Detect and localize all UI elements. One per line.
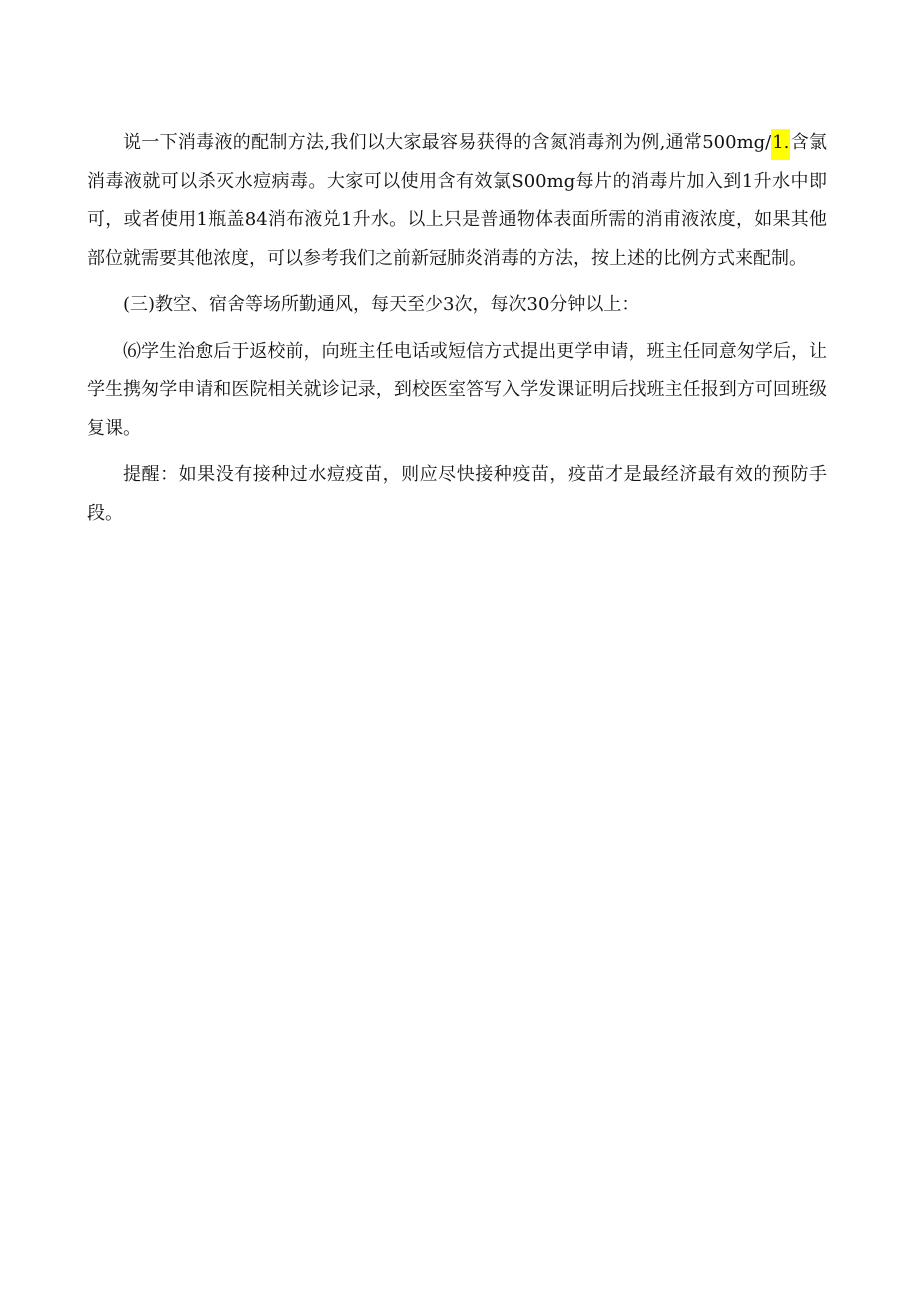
- paragraph-return-to-school: ⑹学生治愈后于返校前，向班主任电话或短信方式提出更学申请，班主任同意匆学后，让学生携匆学申请和医院相关就诊记录，到校医室答写入学发课证明后找班主任报到方可回班级复课。: [87, 340, 827, 439]
- document-body: [87, 124, 827, 541]
- paragraph-reminder: 提醒：如果没有接种过水痘疫苗，则应尽快接种疫苗，疫苗才是最经济最有效的预防手段。: [87, 464, 827, 524]
- paragraph-disinfectant-preparation: [87, 124, 827, 278]
- highlighted-text: 1.: [771, 129, 790, 160]
- paragraph-text: 含氯消毒液就可以杀灭水痘病毒。大家可以使用含有效氯S00mg每片的消毒片加入到1升水中即可，或者使用1瓶盖84消布液兑1升水。以上只是普通物体表面所需的消甫液浓度，如果其他部位就需要其他浓度，可以参考我们之前新冠肺炎消毒的方法，按上述的比例方式来配制。: [87, 132, 828, 269]
- paragraph-ventilation: (三)教空、宿舍等场所勤通风，每天至少3次，每次30分钟以上：: [123, 294, 640, 315]
- paragraph-text: 说一下消毒液的配制方法,我们以大家最容易获得的含氮消毒剂为例,通常500mg/: [123, 132, 772, 153]
